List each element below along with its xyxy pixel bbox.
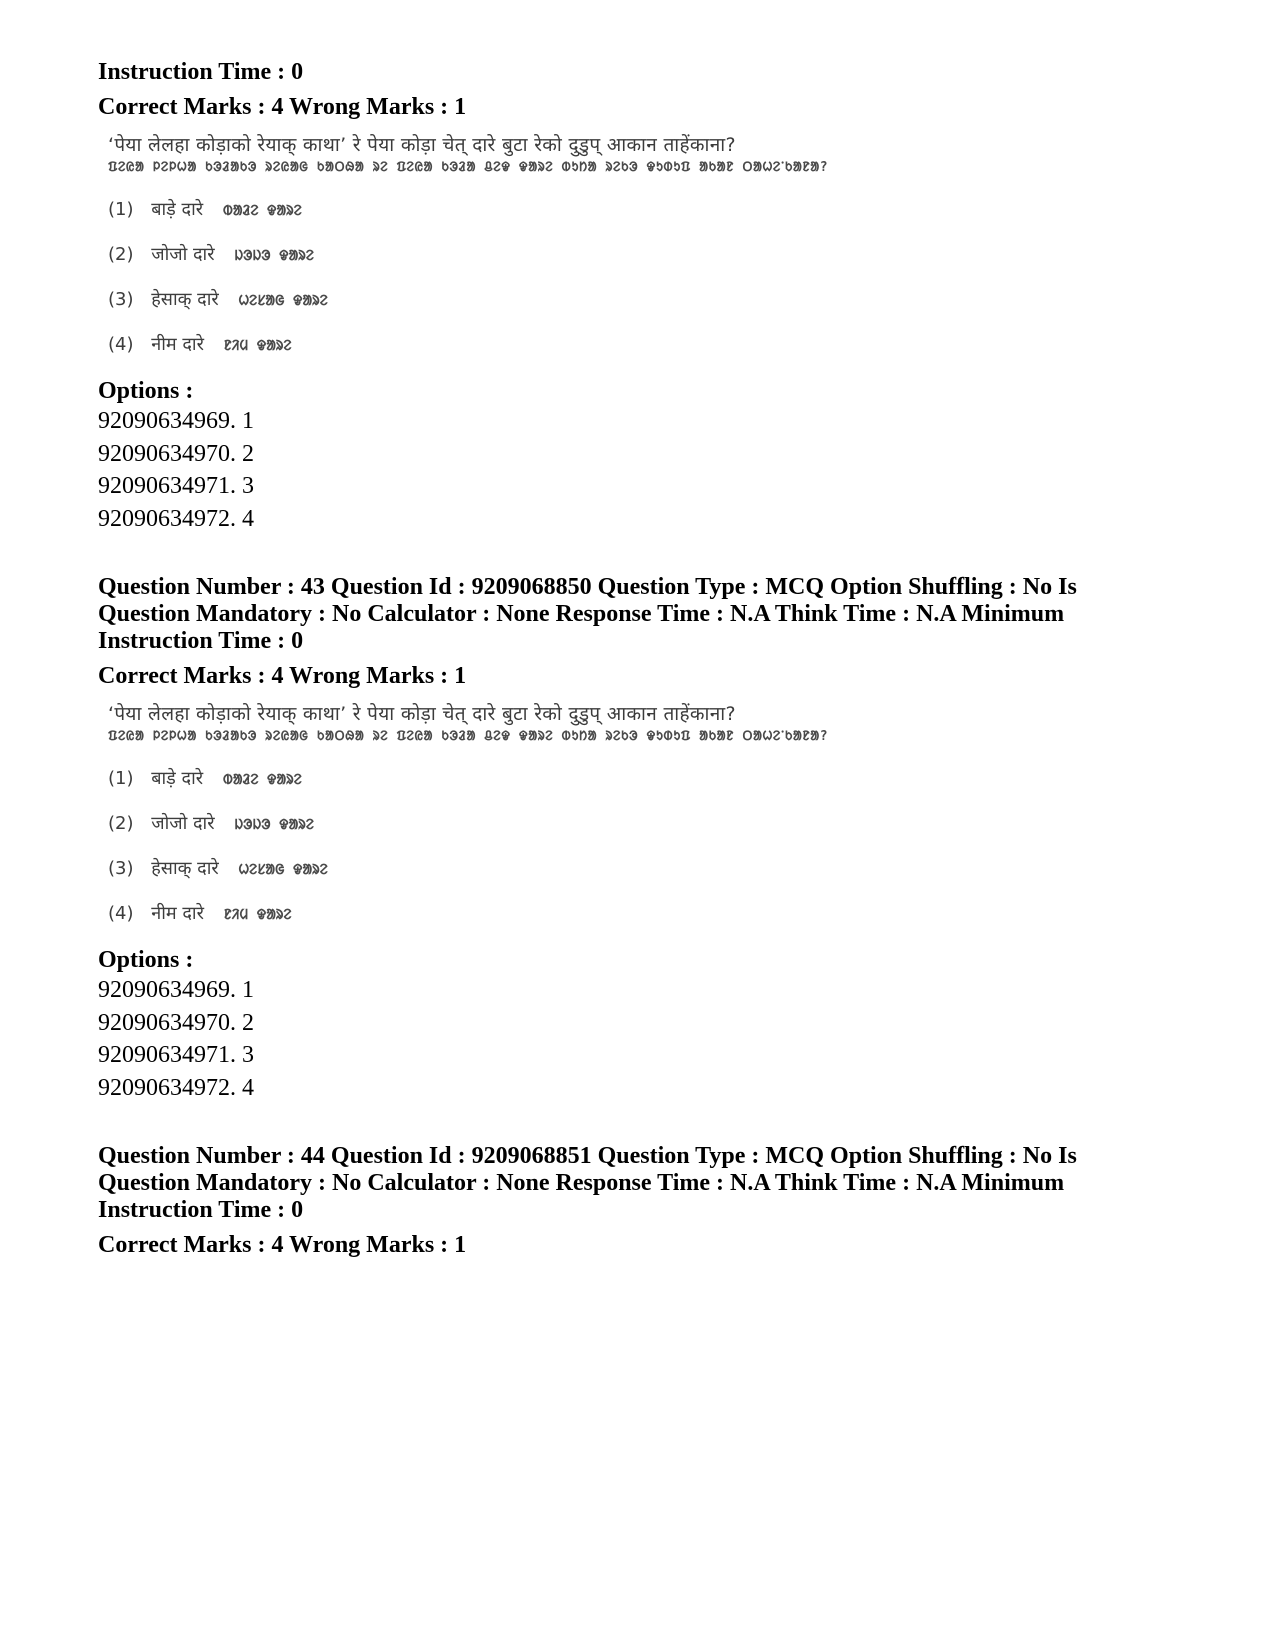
question-text-olchiki: ᱯᱮᱭᱟ ᱞᱮᱞᱦᱟ ᱠᱳᱲᱟᱠᱳ ᱨᱮᱭᱟᱜ ᱠᱟᱛᱷᱟ ᱨᱮ ᱯᱮᱭᱟ ᱠᱳᱲᱟ ᱪᱮᱫ ᱫᱟᱨᱮ ᱵᱩᱴᱟ ᱨᱮᱠᱳ ᱫᱩᱰᱩᱯ ᱟᱠᱟᱱ ᱛᱟᱦᱮᱸᱠᱟᱱᱟ? [108,729,829,744]
option-id: 92090634972. 4 [98,1074,254,1101]
question-header-line: Instruction Time : 0 [98,628,304,654]
option-id: 92090634970. 2 [98,1009,254,1036]
choice-text-olchiki: ᱱᱤᱢ ᱫᱟᱨᱮ [223,907,292,923]
question-image [108,133,888,357]
options-label: Options : [98,947,194,973]
option-id: 92090634970. 2 [98,440,254,467]
option-id: 92090634969. 1 [98,977,254,1003]
choice-text-olchiki: ᱦᱮᱥᱟᱜ ᱫᱟᱨᱮ [238,862,328,878]
choice-text-olchiki: ᱡᱳᱡᱳ ᱫᱟᱨᱮ [234,817,314,833]
question-block-43 [98,574,1188,1104]
choice-number: (4) [108,903,134,924]
question-block-42 [98,58,1188,535]
option-id: 92090634972. 4 [98,505,254,532]
choice-text-olchiki: ᱵᱟᱲᱮ ᱫᱟᱨᱮ [222,203,302,219]
choice-text-olchiki: ᱦᱮᱥᱟᱜ ᱫᱟᱨᱮ [238,293,328,309]
option-id: 92090634971. 3 [98,473,254,499]
choice-number: (1) [108,199,134,220]
choice-number: (2) [108,244,134,265]
question-header-line: Question Mandatory : No Calculator : None Response Time : N.A Think Time : N.A Minimum [98,601,1065,627]
options-label: Options : [98,378,194,404]
question-header [98,1143,1188,1224]
choice-text-devanagari: जोजो दारे [151,813,215,834]
question-text-devanagari: ‘पेया लेलहा कोड़ाको रेयाक् काथा’ रे पेया कोड़ा चेत् दारे बुटा रेको दुडुप् आकान ताहेंकाना? [108,134,736,156]
marks-line: Correct Marks : 4 Wrong Marks : 1 [98,1232,467,1258]
choice-text-olchiki: ᱵᱟᱲᱮ ᱫᱟᱨᱮ [222,772,302,788]
question-header [98,574,1188,655]
choice-text-olchiki: ᱱᱤᱢ ᱫᱟᱨᱮ [223,338,292,354]
question-text-devanagari: ‘पेया लेलहा कोड़ाको रेयाक् काथा’ रे पेया कोड़ा चेत् दारे बुटा रेको दुडुप् आकान ताहेंकाना? [108,703,736,725]
question-header-line: Question Number : 43 Question Id : 9209068850 Question Type : MCQ Option Shuffling : No Is [98,574,1077,600]
choice-item [108,199,888,222]
choice-number: (3) [108,858,134,879]
choice-item [108,813,888,836]
choice-item [108,334,888,357]
question-header-line: Question Mandatory : No Calculator : None Response Time : N.A Think Time : N.A Minimum [98,1170,1065,1196]
marks-line: Correct Marks : 4 Wrong Marks : 1 [98,663,467,689]
question-header-line: Instruction Time : 0 [98,1197,304,1223]
choice-text-devanagari: नीम दारे [151,334,204,355]
choice-item [108,858,888,881]
option-id: 92090634969. 1 [98,408,254,434]
choice-text-devanagari: नीम दारे [151,903,204,924]
choice-item [108,903,888,926]
choice-text-devanagari: जोजो दारे [151,244,215,265]
choice-number: (1) [108,768,134,789]
choice-text-devanagari: बाड़े दारे [151,199,204,220]
choice-text-devanagari: बाड़े दारे [151,768,204,789]
question-paper-page [98,58,1188,1259]
choice-item [108,244,888,267]
marks-line: Correct Marks : 4 Wrong Marks : 1 [98,94,467,120]
question-header-line: Question Number : 44 Question Id : 9209068851 Question Type : MCQ Option Shuffling : No Is [98,1143,1077,1169]
choice-number: (4) [108,334,134,355]
option-id: 92090634971. 3 [98,1042,254,1068]
choice-number: (2) [108,813,134,834]
choice-item [108,768,888,791]
question-block-44 [98,1143,1188,1259]
choice-item [108,289,888,312]
instruction-time: Instruction Time : 0 [98,59,304,85]
choice-text-devanagari: हेसाक् दारे [151,858,219,879]
question-image [108,702,888,926]
choice-text-olchiki: ᱡᱳᱡᱳ ᱫᱟᱨᱮ [234,248,314,264]
choice-number: (3) [108,289,134,310]
question-text-olchiki: ᱯᱮᱭᱟ ᱞᱮᱞᱦᱟ ᱠᱳᱲᱟᱠᱳ ᱨᱮᱭᱟᱜ ᱠᱟᱛᱷᱟ ᱨᱮ ᱯᱮᱭᱟ ᱠᱳᱲᱟ ᱪᱮᱫ ᱫᱟᱨᱮ ᱵᱩᱴᱟ ᱨᱮᱠᱳ ᱫᱩᱰᱩᱯ ᱟᱠᱟᱱ ᱛᱟᱦᱮᱸᱠᱟᱱᱟ? [108,160,829,175]
choice-text-devanagari: हेसाक् दारे [151,289,219,310]
